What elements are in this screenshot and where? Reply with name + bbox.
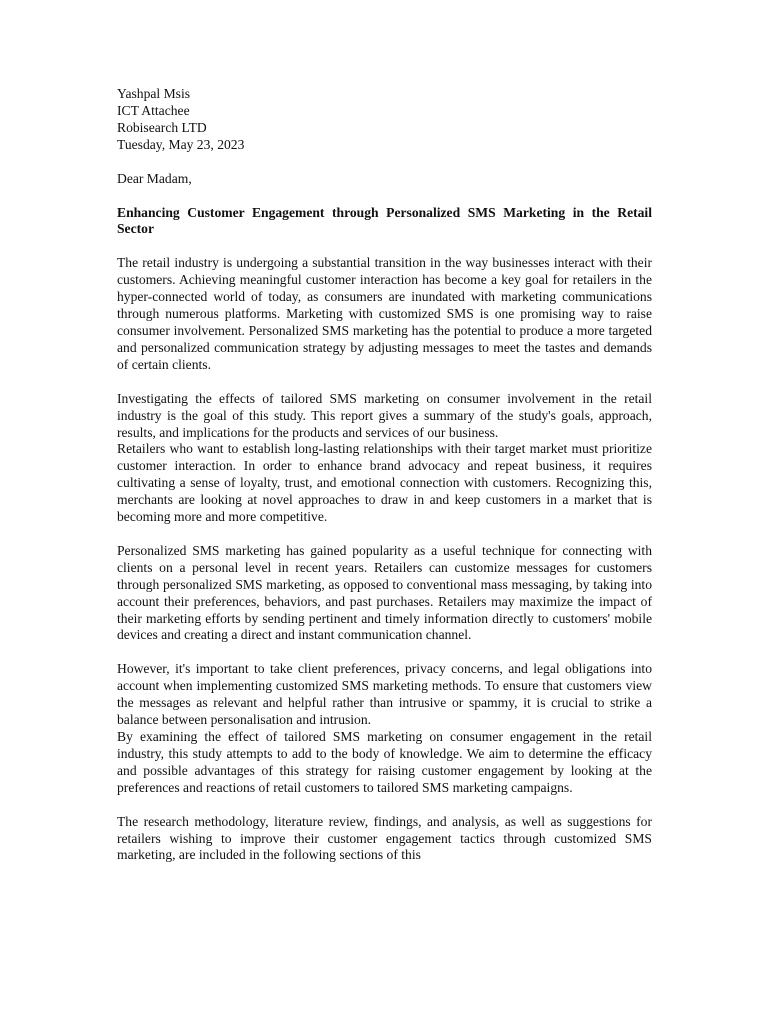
sender-block (117, 86, 652, 154)
body-paragraph: However, it's important to take client preferences, privacy concerns, and legal obligations into account when implementing customized SMS marketing methods. To ensure that customers view the messages as relevant and helpful rather than intrusive or spammy, it is crucial to strike a balance between personalisation and intrusion. (117, 661, 652, 728)
sender-company: Robisearch LTD (117, 119, 207, 135)
body-paragraph: Investigating the effects of tailored SMS marketing on consumer involvement in the retail industry is the goal of this study. This report gives a summary of the study's goals, approach, results, and implications for the products and services of our business. (117, 390, 652, 440)
letter-page (117, 86, 652, 864)
body-paragraph: By examining the effect of tailored SMS marketing on consumer engagement in the retail industry, this study attempts to add to the body of knowledge. We aim to determine the efficacy and possible advantages of this strategy for raising customer engagement by looking at the preferences and reactions of retail customers to tailored SMS marketing campaigns. (117, 729, 652, 795)
salutation: Dear Madam, (117, 170, 192, 186)
letter-date: Tuesday, May 23, 2023 (117, 136, 245, 152)
sender-name: Yashpal Msis (117, 86, 191, 101)
body-paragraph: The research methodology, literature review, findings, and analysis, as well as suggestions for retailers wishing to improve their customer engagement tactics through customized SMS marketing, are included in the following sections of this (117, 813, 652, 863)
body-paragraph: Personalized SMS marketing has gained popularity as a useful technique for connecting with clients on a personal level in recent years. Retailers can customize messages for customers through personalized SMS marketing, as opposed to conventional mass messaging, by taking into account their preferences, behaviors, and past purchases. Retailers may maximize the impact of their marketing efforts by sending pertinent and timely information directly to customers' mobile devices and creating a direct and instant communication channel. (117, 542, 652, 643)
subject-heading: Enhancing Customer Engagement through Personalized SMS Marketing in the Retail Sector (117, 204, 652, 237)
body-paragraph: The retail industry is undergoing a substantial transition in the way businesses interact with their customers. Achieving meaningful customer interaction has become a key goal for retailers in the hyper-connected world of today, as consumers are inundated with marketing communications through numerous platforms. Marketing with customized SMS is one promising way to raise consumer involvement. Personalized SMS marketing has the potential to produce a more targeted and personalized communication strategy by adjusting messages to meet the tastes and demands of certain clients. (117, 255, 652, 372)
body-paragraph: Retailers who want to establish long-lasting relationships with their target market must prioritize customer interaction. In order to enhance brand advocacy and repeat business, it requires cultivating a sense of loyalty, trust, and emotional connection with customers. Recognizing this, merchants are looking at novel approaches to draw in and keep customers in a market that is becoming more and more competitive. (117, 441, 652, 525)
sender-title: ICT Attachee (117, 102, 190, 118)
